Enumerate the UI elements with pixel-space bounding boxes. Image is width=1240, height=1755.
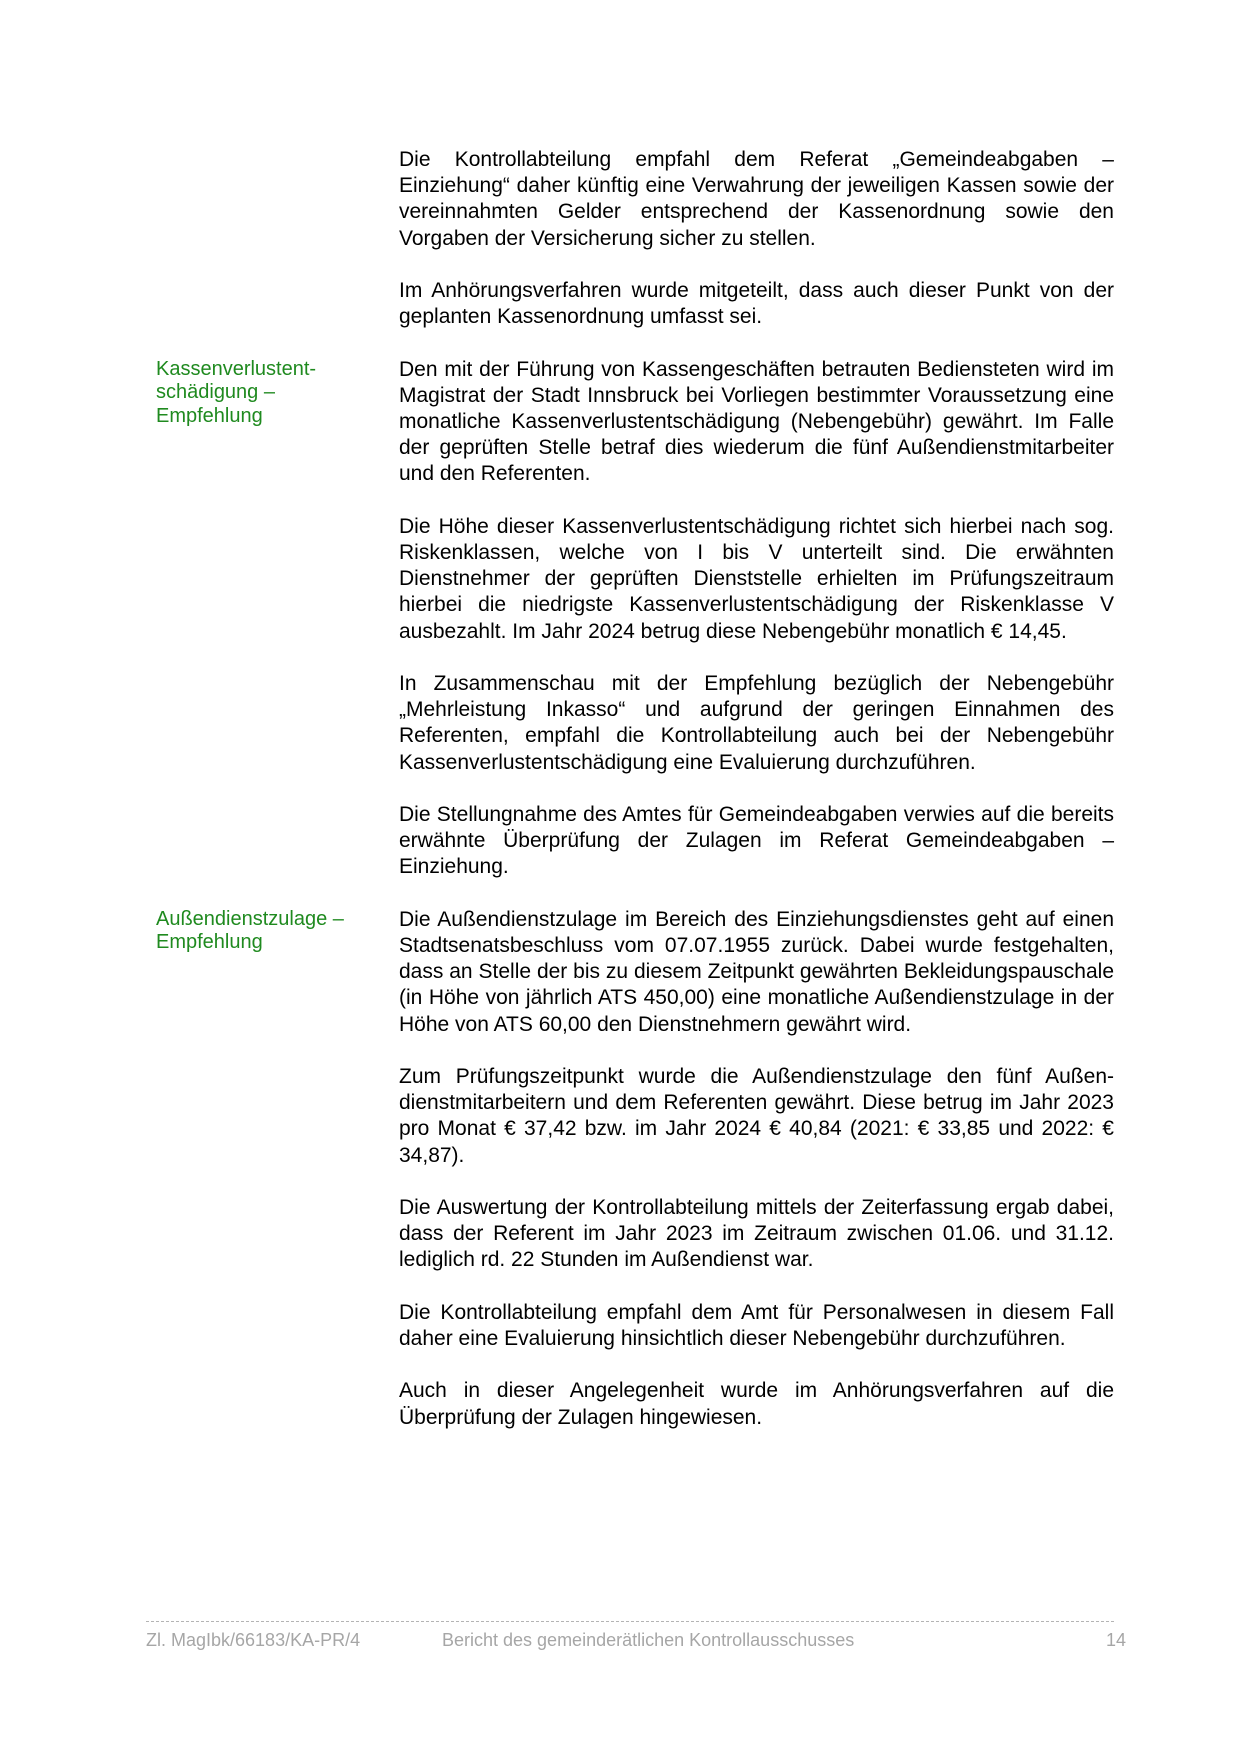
margin-label bbox=[156, 514, 399, 645]
paragraph-row bbox=[156, 357, 1114, 488]
paragraph-row bbox=[156, 514, 1114, 645]
footer-title: Bericht des gemeinderätlichen Kontrollausschusses bbox=[442, 1630, 855, 1650]
margin-label bbox=[156, 147, 399, 252]
paragraph: Die Stellungnahme des Amtes für Gemeindeabgaben verwies auf die bereits erwähnte Überprüfung der Zulagen im Referat Gemeindeabgaben – Einziehung. bbox=[399, 803, 1114, 879]
paragraph: Zum Prüfungszeitpunkt wurde die Außendienstzulage den fünf Außendienstmitarbeitern und dem Referenten gewährt. Diese betrug im Jahr 2023 pro Monat € 37,42 bzw. im Jahr 2024 € 40,84 (2021: € 33,85 und 2022: € 34,87). bbox=[399, 1065, 1114, 1167]
paragraph-row bbox=[156, 802, 1114, 881]
footer-reference: Zl. MagIbk/66183/KA-PR/4 bbox=[146, 1630, 361, 1650]
paragraph-row bbox=[156, 1064, 1114, 1169]
margin-label bbox=[156, 1195, 399, 1274]
paragraph-row bbox=[156, 1195, 1114, 1274]
margin-label bbox=[156, 671, 399, 776]
paragraph: In Zusammenschau mit der Empfehlung bezüglich der Nebengebühr „Mehrleistung Inkasso“ und aufgrund der geringen Einnahmen des Referenten, empfahl die Kontrollabteilung auch bei der Nebengebühr Kassenverlustentschädigung eine Evaluierung durchzuführen. bbox=[399, 672, 1114, 774]
paragraph: Die Kontrollabteilung empfahl dem Amt für Personalwesen in diesem Fall daher eine Evaluierung hinsichtlich dieser Nebengebühr durchzuführen. bbox=[399, 1300, 1114, 1350]
paragraph-row bbox=[156, 147, 1114, 252]
page-footer bbox=[146, 1630, 1126, 1654]
paragraph: Den mit der Führung von Kassengeschäften betrauten Bediensteten wird im Magistrat der Stadt Innsbruck bei Vorliegen bestimmter Voraussetzung eine monatliche Kassenverlustentschädigung (Nebengebühr) gewährt. Im Falle der geprüften Stelle betraf dies wiederum die fünf Außendienstmitarbeiter und den Referenten. bbox=[399, 357, 1114, 486]
page-number: 14 bbox=[1105, 1630, 1126, 1650]
paragraph: Die Außendienstzulage im Bereich des Einziehungsdienstes geht auf einen Stadtsenatsbeschluss vom 07.07.1955 zurück. Dabei wurde festgehalten, dass an Stelle der bis zu diesem Zeitpunkt gewährten Bekleidungspauschale (in Höhe von jährlich ATS 450,00) eine monatliche Außendienstzulage in der Höhe von ATS 60,00 den Dienstnehmern gewährt wird. bbox=[399, 907, 1114, 1036]
paragraph-row bbox=[156, 1300, 1114, 1352]
paragraph-row bbox=[156, 1378, 1114, 1430]
margin-label-aussendienstzulage: Außendienstzulage – Empfehlung bbox=[156, 907, 344, 954]
margin-label bbox=[156, 1300, 399, 1352]
paragraph: Auch in dieser Angelegenheit wurde im Anhörungsverfahren auf die Überprüfung der Zulagen hingewiesen. bbox=[399, 1379, 1114, 1429]
margin-label bbox=[156, 802, 399, 881]
paragraph: Die Auswertung der Kontrollabteilung mittels der Zeiterfassung ergab dabei, dass der Referent im Jahr 2023 im Zeitraum zwischen 01.06. und 31.12. lediglich rd. 22 Stunden im Außendienst war. bbox=[399, 1196, 1114, 1272]
document-body bbox=[156, 147, 1114, 1457]
paragraph-row bbox=[156, 671, 1114, 776]
footer-divider bbox=[146, 1621, 1114, 1622]
margin-label bbox=[156, 1378, 399, 1430]
paragraph-row bbox=[156, 278, 1114, 330]
margin-label-kassenverlustentschaedigung: Kassenverlustent- schädigung – Empfehlung bbox=[156, 357, 317, 427]
margin-label bbox=[156, 278, 399, 330]
paragraph: Die Höhe dieser Kassenverlustentschädigung richtet sich hierbei nach sog. Riskenklassen, welche von I bis V unterteilt sind. Die erwähnten Dienstnehmer der geprüften Dienststelle erhielten im Prüfungszeitraum hierbei die niedrigste Kassenverlustentschädigung der Riskenklasse V ausbezahlt. Im Jahr 2024 betrug diese Nebengebühr monatlich € 14,45. bbox=[399, 514, 1114, 643]
paragraph-row bbox=[156, 907, 1114, 1038]
margin-label bbox=[156, 1064, 399, 1169]
paragraph: Die Kontrollabteilung empfahl dem Referat „Gemeindeabgaben – Einziehung“ daher künftig eine Verwahrung der jeweiligen Kassen sowie der vereinnahmten Gelder entsprechend der Kassenordnung sowie den Vorgaben der Versicherung sicher zu stellen. bbox=[399, 148, 1114, 250]
paragraph: Im Anhörungsverfahren wurde mitgeteilt, dass auch dieser Punkt von der geplanten Kassenordnung umfasst sei. bbox=[399, 279, 1114, 329]
